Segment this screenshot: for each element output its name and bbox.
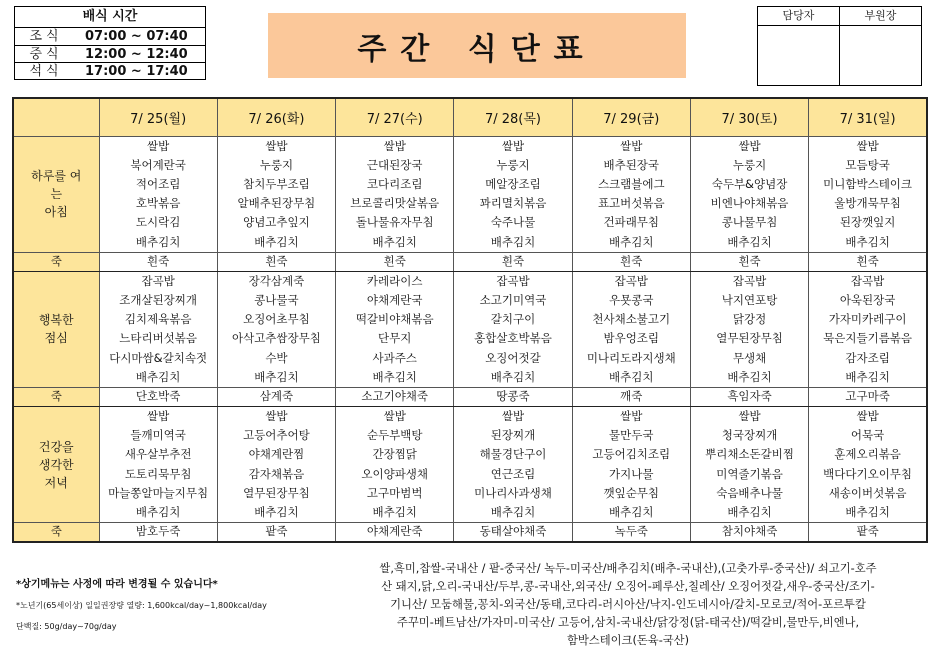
meal-label-dinner [13, 406, 99, 522]
menu-item: 쌀밥 [147, 138, 170, 153]
menu-item: 훈제오리볶음 [834, 447, 901, 462]
juk-cell: 팥죽 [217, 523, 335, 542]
menu-item: 쌀밥 [501, 408, 525, 423]
meal-cell [454, 271, 572, 387]
menu-item: 깻잎순무침 [603, 485, 660, 500]
meal-cell [99, 271, 217, 387]
menu-item: 배추된장국 [603, 157, 660, 172]
approval-column-manager [758, 7, 839, 85]
menu-item: 비엔나야채볶음 [710, 196, 789, 211]
menu-item: 고구마범벅 [366, 485, 423, 500]
juk-cell: 흰죽 [690, 252, 808, 271]
meal-cell [454, 406, 572, 522]
menu-item: 미나리도라지생채 [586, 350, 676, 365]
menu-item: 잡곡밥 [732, 273, 767, 288]
menu-item: 배추김치 [609, 234, 654, 249]
juk-cell: 흑임자죽 [690, 387, 808, 406]
mealtime-row-breakfast [15, 28, 205, 45]
menu-item: 배추김치 [135, 234, 181, 249]
menu-item: 홍합살호박볶음 [474, 331, 552, 346]
menu-item: 코다리조림 [366, 176, 423, 191]
menu-item: 콩나물국 [254, 292, 299, 307]
menu-item: 누룽지 [496, 157, 530, 172]
meal-label-line: 저녁 [44, 475, 68, 490]
day-header: 7/ 26(화) [217, 98, 335, 136]
menu-item: 순두부백탕 [366, 428, 423, 443]
menu-item: 배추김치 [135, 369, 181, 384]
menu-item: 감자채볶음 [248, 466, 305, 481]
juk-cell: 소고기야채죽 [336, 387, 454, 406]
menu-item: 배추김치 [490, 234, 536, 249]
juk-cell: 흰죽 [217, 252, 335, 271]
menu-item: 숙두부&양념장 [711, 176, 788, 191]
corner-cell [13, 98, 99, 136]
juk-cell: 삼계죽 [217, 387, 335, 406]
menu-item: 호박볶음 [135, 196, 181, 211]
menu-item: 배추김치 [372, 504, 417, 519]
meal-row-dinner [13, 406, 927, 522]
energy-note: *노년기(65세이상) 일일권장량 열량: 1,600kcal/day~1,800kcal/day [16, 601, 267, 610]
juk-cell: 흰죽 [99, 252, 217, 271]
menu-item: 고등어김치조림 [592, 447, 671, 462]
menu-item: 쌀밥 [856, 408, 879, 423]
menu-item: 배추김치 [845, 234, 890, 249]
menu-item: 장각삼계죽 [248, 273, 305, 288]
menu-item: 간장찜닭 [372, 447, 417, 462]
menu-item: 마늘쫑알마늘지무침 [108, 485, 209, 500]
juk-cell: 야채계란죽 [336, 523, 454, 542]
juk-row-lunch [13, 387, 927, 406]
mealtime-value: 12:00 ~ 12:40 [85, 47, 188, 62]
meal-cell [809, 406, 927, 522]
juk-cell: 땅콩죽 [454, 387, 572, 406]
menu-item: 사과주스 [372, 350, 417, 365]
menu-item: 된장깻잎지 [839, 215, 896, 230]
menu-item: 느타리버섯볶음 [119, 331, 198, 346]
meal-cell [336, 271, 454, 387]
menu-item: 열무된장무침 [243, 485, 310, 500]
day-header: 7/ 28(목) [454, 98, 572, 136]
menu-item: 배추김치 [254, 369, 299, 384]
mealtime-value: 17:00 ~ 17:40 [85, 64, 188, 79]
menu-item: 고등어추어탕 [243, 428, 310, 443]
meal-label-line: 건강을 [38, 439, 74, 454]
menu-item: 물만두국 [609, 428, 654, 443]
menu-item: 숙음배추나물 [716, 485, 783, 500]
menu-item: 소고기미역국 [479, 292, 547, 307]
menu-item: 배추김치 [727, 369, 772, 384]
menu-item: 들깨미역국 [130, 428, 186, 443]
menu-item: 배추김치 [254, 234, 299, 249]
weekly-menu-table [12, 97, 928, 543]
menu-item: 숙주나물 [490, 215, 536, 230]
menu-item: 미나리사과생채 [474, 485, 552, 500]
menu-item: 미역줄기볶음 [716, 466, 783, 481]
menu-item: 도시락김 [135, 215, 181, 230]
meal-row-breakfast [13, 136, 927, 252]
menu-item: 울방개묵무침 [834, 196, 901, 211]
juk-cell: 고구마죽 [809, 387, 927, 406]
menu-item: 야채계란국 [366, 292, 423, 307]
meal-cell [572, 406, 690, 522]
origin-line: 쌀,흑미,찹쌀-국내산 / 팥-중국산/ 녹두-미국산/배추김치(배추-국내산),(고춧가루-중국산)/ 쇠고기-호주 [379, 562, 877, 575]
day-header: 7/ 25(월) [99, 98, 217, 136]
origin-line: 기니산/ 모둠해물,꽁치-외국산/동태,코다리-러시아산/낙지-인도네시아/갈치-모로코/적어-포르투칼 [390, 598, 866, 611]
menu-item: 잡곡밥 [496, 273, 530, 288]
juk-cell: 흰죽 [572, 252, 690, 271]
meal-cell [809, 136, 927, 252]
menu-item: 배추김치 [727, 234, 772, 249]
menu-item: 모듬탕국 [845, 157, 890, 172]
menu-item: 천사채소불고기 [592, 312, 671, 327]
meal-cell [99, 406, 217, 522]
menu-item: 된장찌개 [490, 428, 536, 443]
menu-item: 배추김치 [727, 504, 772, 519]
menu-item: 콩나물무침 [721, 215, 778, 230]
menu-item: 북어계란국 [130, 157, 186, 172]
meal-row-lunch [13, 271, 927, 387]
menu-item: 오징어젓갈 [485, 350, 541, 365]
menu-item: 밤우엉조림 [603, 331, 660, 346]
mealtime-row-lunch [15, 45, 205, 62]
menu-item: 카레라이스 [366, 273, 423, 288]
meal-cell [690, 136, 808, 252]
meal-label-line: 점심 [44, 331, 68, 346]
menu-item: 쌀밥 [738, 138, 761, 153]
menu-item: 수박 [265, 350, 288, 365]
mealtime-title: 배식 시간 [15, 7, 205, 28]
menu-item: 쌀밥 [383, 138, 406, 153]
menu-item: 배추김치 [254, 504, 299, 519]
mealtime-label: 중식 [29, 47, 63, 62]
menu-item: 잡곡밥 [141, 273, 175, 288]
menu-item: 건파래무침 [603, 215, 660, 230]
origin-line: 함박스테이크(돈육-국산) [566, 634, 690, 647]
approval-header: 담당자 [758, 7, 839, 26]
menu-item: 도토리묵무침 [124, 466, 192, 481]
menu-item: 뿌리채소돈갈비찜 [705, 447, 794, 462]
menu-item: 배추김치 [609, 369, 654, 384]
meal-cell [454, 136, 572, 252]
menu-item: 가지나물 [609, 466, 654, 481]
origin-line: 산 돼지,닭,오리-국내산/두부,콩-국내산,외국산/ 오징어-페루산,칠레산/ 오징어젓갈,새우-중국산/조기- [381, 580, 875, 593]
mealtime-label: 석식 [29, 64, 63, 79]
meal-label-line: 생각한 [38, 457, 74, 472]
menu-item: 쌀밥 [620, 138, 643, 153]
juk-cell: 흰죽 [454, 252, 572, 271]
juk-cell: 흰죽 [336, 252, 454, 271]
menu-item: 연근조림 [490, 466, 536, 481]
meal-label-breakfast [13, 136, 99, 252]
meal-label-line: 행복한 [38, 313, 74, 328]
menu-item: 알배추된장무침 [237, 196, 316, 211]
menu-item: 배추김치 [845, 369, 890, 384]
juk-row-dinner [13, 523, 927, 542]
meal-cell [572, 271, 690, 387]
meal-cell [809, 271, 927, 387]
juk-cell: 참치야채죽 [690, 523, 808, 542]
menu-item: 다시마쌈&갈치속젓 [109, 350, 208, 365]
menu-item: 오이양파생채 [361, 466, 429, 481]
meal-cell [217, 406, 335, 522]
menu-item: 낙지연포탕 [721, 292, 778, 307]
menu-item: 아욱된장국 [839, 292, 896, 307]
meal-label-line: 아침 [44, 205, 68, 220]
meal-cell [690, 271, 808, 387]
menu-item: 쌀밥 [738, 408, 761, 423]
menu-item: 쌀밥 [501, 138, 525, 153]
menu-item: 잡곡밥 [614, 273, 648, 288]
approval-header: 부원장 [840, 7, 921, 26]
mealtime-label: 조식 [29, 29, 63, 44]
menu-item: 닭강정 [732, 312, 767, 327]
juk-cell: 녹두죽 [572, 523, 690, 542]
juk-cell: 팥죽 [809, 523, 927, 542]
juk-cell: 깨죽 [572, 387, 690, 406]
juk-label: 죽 [13, 252, 99, 271]
day-header: 7/ 27(수) [336, 98, 454, 136]
menu-item: 배추김치 [609, 504, 654, 519]
approval-box [757, 6, 922, 86]
menu-item: 배추김치 [490, 504, 536, 519]
meal-cell [217, 271, 335, 387]
menu-item: 배추김치 [372, 369, 417, 384]
menu-item: 갈치구이 [490, 312, 536, 327]
menu-item: 쌀밥 [265, 408, 288, 423]
menu-item: 새우살부추전 [124, 447, 192, 462]
menu-item: 쌀밥 [383, 408, 406, 423]
menu-item: 해물경단구이 [479, 447, 547, 462]
menu-item: 야채계란찜 [248, 447, 305, 462]
menu-item: 묵은지들기름볶음 [823, 331, 913, 346]
menu-item: 근대된장국 [366, 157, 423, 172]
menu-item: 단무지 [378, 331, 412, 346]
menu-item: 어묵국 [850, 428, 885, 443]
approval-column-vice-director [839, 7, 921, 85]
menu-item: 쌀밥 [856, 138, 879, 153]
menu-item: 배추김치 [372, 234, 417, 249]
menu-item: 양념고추잎지 [243, 215, 310, 230]
juk-cell: 밤호두죽 [99, 523, 217, 542]
menu-item: 표고버섯볶음 [597, 196, 665, 211]
day-header: 7/ 31(일) [809, 98, 927, 136]
meal-cell [99, 136, 217, 252]
menu-item: 잡곡밥 [850, 273, 885, 288]
menu-item: 누룽지 [732, 157, 767, 172]
juk-cell: 동태살야채죽 [454, 523, 572, 542]
menu-item: 열무된장무침 [716, 331, 783, 346]
menu-item: 새송이버섯볶음 [828, 485, 907, 500]
footer-notes [16, 575, 316, 642]
meal-cell [690, 406, 808, 522]
menu-item: 청국장찌개 [721, 428, 778, 443]
menu-item: 무생채 [732, 350, 767, 365]
protein-note: 단백질: 50g/day~70g/day [16, 622, 117, 631]
meal-label-line: 하루를 여 [31, 169, 82, 184]
origin-info [328, 560, 928, 650]
juk-cell: 단호박죽 [99, 387, 217, 406]
menu-item: 김치제육볶음 [124, 312, 192, 327]
menu-item: 스크램블에그 [597, 176, 665, 191]
day-header-row [13, 98, 927, 136]
meal-cell [336, 136, 454, 252]
menu-item: 돌나물유자무침 [355, 215, 434, 230]
menu-item: 쌀밥 [147, 408, 170, 423]
menu-item: 꽈리멸치볶음 [479, 196, 547, 211]
menu-item: 쌀밥 [265, 138, 288, 153]
day-header: 7/ 30(토) [690, 98, 808, 136]
menu-item: 백다다기오이무침 [823, 466, 913, 481]
mealtime-box [14, 6, 206, 80]
menu-item: 누룽지 [259, 157, 294, 172]
menu-item: 배추김치 [845, 504, 890, 519]
menu-item: 조개살된장찌개 [119, 292, 198, 307]
menu-item: 가자미카레구이 [828, 312, 907, 327]
menu-item: 배추김치 [135, 504, 181, 519]
day-header: 7/ 29(금) [572, 98, 690, 136]
page-title: 주간 식단표 [268, 13, 686, 78]
menu-item: 메알장조림 [485, 176, 541, 191]
mealtime-value: 07:00 ~ 07:40 [85, 29, 188, 44]
juk-row-breakfast [13, 252, 927, 271]
meal-cell [572, 136, 690, 252]
menu-item: 오징어초무침 [243, 312, 310, 327]
menu-item: 적어조림 [135, 176, 181, 191]
menu-item: 아삭고추쌈장무침 [231, 331, 321, 346]
mealtime-row-dinner [15, 62, 205, 79]
juk-cell: 흰죽 [809, 252, 927, 271]
meal-label-lunch [13, 271, 99, 387]
menu-item: 감자조림 [845, 350, 890, 365]
menu-item: 미니함박스테이크 [823, 176, 913, 191]
meal-label-line: 는 [50, 187, 63, 202]
meal-cell [217, 136, 335, 252]
menu-item: 참치두부조림 [243, 176, 310, 191]
meal-cell [336, 406, 454, 522]
origin-line: 주꾸미-베트남산/가자미-미국산/ 고등어,삼치-국내산/닭강정(닭-태국산)/떡갈비,물만두,비엔나, [396, 616, 860, 629]
change-notice: *상기메뉴는 사정에 따라 변경될 수 있습니다* [16, 579, 218, 590]
juk-label: 죽 [13, 387, 99, 406]
menu-item: 브로콜리맛살볶음 [350, 196, 440, 211]
menu-item: 떡갈비야채볶음 [355, 312, 434, 327]
juk-label: 죽 [13, 523, 99, 542]
menu-item: 우묫콩국 [609, 292, 654, 307]
menu-item: 쌀밥 [620, 408, 643, 423]
menu-item: 배추김치 [490, 369, 536, 384]
